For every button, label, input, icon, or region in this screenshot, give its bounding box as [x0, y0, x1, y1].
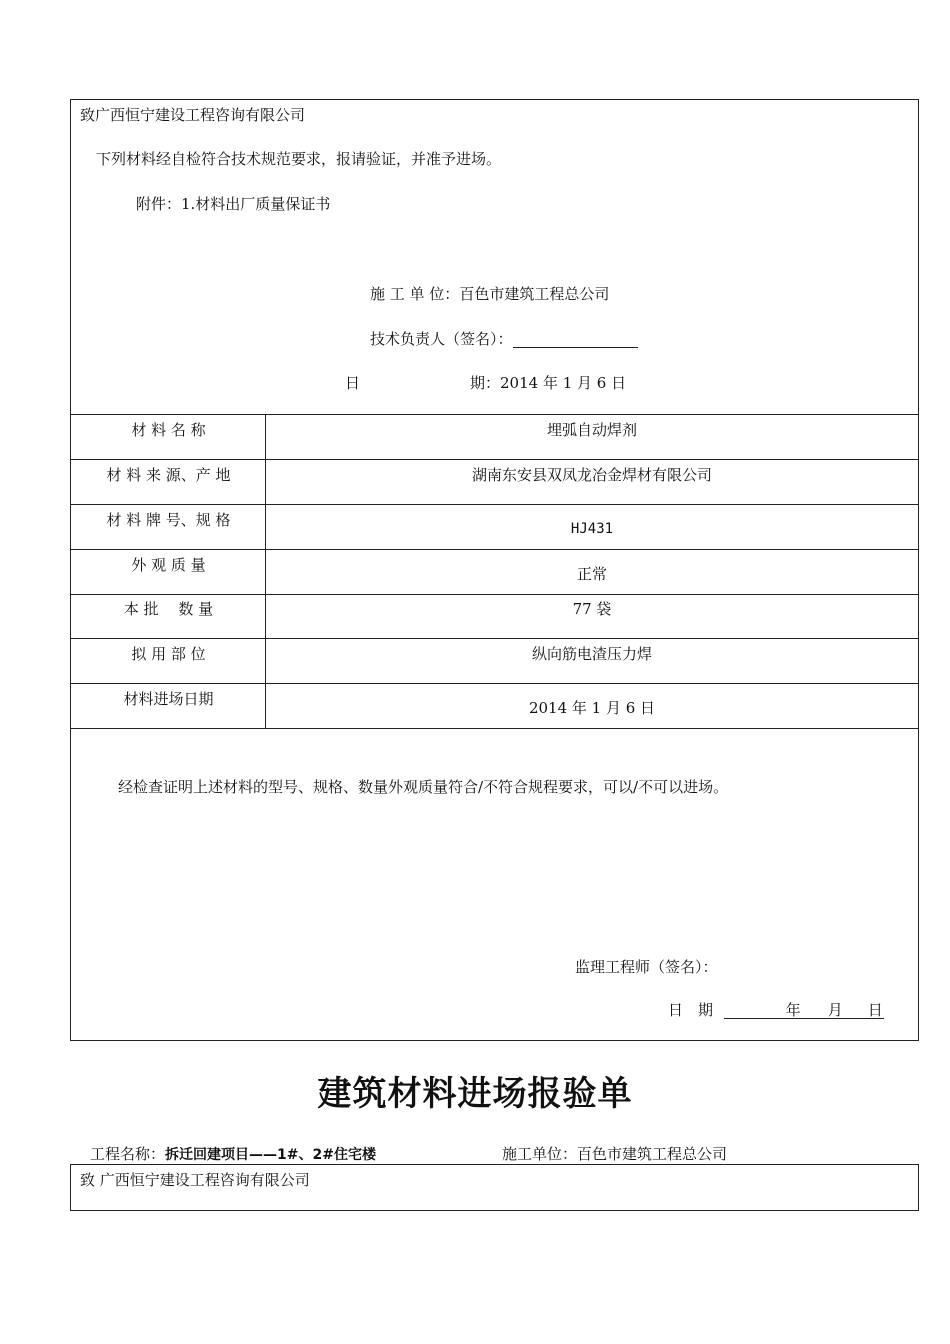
tech-lead-label: 技术负责人（签名）： [370, 330, 513, 348]
upper-attachment: 附件：1.材料出厂质量保证书 [136, 195, 331, 213]
table-row-rule [70, 683, 919, 684]
supervisor-signature-label: 监理工程师（签名）： [575, 958, 718, 976]
row-value-intended-use: 纵向筋电渣压力焊 [531, 645, 652, 663]
contractor-value: 百色市建筑工程总公司 [459, 285, 610, 303]
row-label-quantity: 本 批 数 量 [123, 600, 214, 618]
sign-date-label: 日 期 [668, 1001, 714, 1019]
date-label-left: 日 [345, 374, 361, 392]
lower-contractor-line [502, 1145, 727, 1163]
row-value-material-source: 湖南东安县双凤龙冶金焊材有限公司 [471, 466, 712, 484]
sign-date-underline [724, 1003, 884, 1019]
table-row-rule [70, 549, 919, 550]
sign-date-line [668, 1001, 884, 1019]
table-row-rule [70, 594, 919, 595]
table-top-rule [70, 414, 919, 415]
row-label-intended-use: 拟 用 部 位 [131, 645, 206, 663]
date-value: 2014 年 1 月 6 日 [500, 374, 627, 392]
row-label-appearance: 外 观 质 量 [131, 556, 206, 574]
row-value-appearance: 正常 [576, 565, 607, 583]
row-value-material-name: 埋弧自动焊剂 [546, 421, 637, 439]
lower-contractor-label: 施工单位： [502, 1145, 578, 1163]
table-row-rule [70, 504, 919, 505]
row-label-material-source: 材 料 来 源、产 地 [106, 466, 231, 484]
project-line [90, 1145, 376, 1164]
table-row-rule [70, 638, 919, 639]
row-label-material-grade: 材 料 牌 号、规 格 [106, 511, 231, 529]
upper-addressee: 致广西恒宁建设工程咨询有限公司 [80, 106, 306, 124]
sign-date-year: 年 [785, 1001, 801, 1019]
inspection-text: 经检查证明上述材料的型号、规格、数量外观质量符合/不符合规程要求，可以/不可以进场。 [118, 778, 729, 796]
row-value-entry-date: 2014 年 1 月 6 日 [528, 699, 656, 717]
row-label-entry-date: 材料进场日期 [123, 690, 214, 708]
project-label: 工程名称： [90, 1145, 166, 1163]
lower-addressee: 致 广西恒宁建设工程咨询有限公司 [80, 1171, 310, 1189]
page-title: 建筑材料进场报验单 [317, 1074, 633, 1114]
date-line [470, 374, 626, 392]
table-bottom-rule [70, 728, 919, 729]
lower-contractor-value: 百色市建筑工程总公司 [577, 1145, 728, 1163]
project-value: 拆迁回建项目——1#、2#住宅楼 [165, 1147, 376, 1163]
table-row-rule [70, 459, 919, 460]
row-value-quantity: 77 袋 [572, 600, 612, 618]
row-value-material-grade: HJ431 [570, 521, 614, 537]
tech-lead-line [370, 330, 638, 348]
contractor-line [370, 285, 609, 303]
tech-lead-signature-line [513, 333, 638, 348]
sign-date-month: 月 [827, 1001, 843, 1019]
upper-statement: 下列材料经自检符合技术规范要求，报请验证，并准予进场。 [96, 150, 502, 168]
contractor-label: 施 工 单 位： [370, 285, 460, 303]
sign-date-day: 日 [867, 1001, 883, 1019]
row-label-material-name: 材 料 名 称 [131, 421, 206, 439]
date-label-right: 期： [470, 374, 501, 392]
